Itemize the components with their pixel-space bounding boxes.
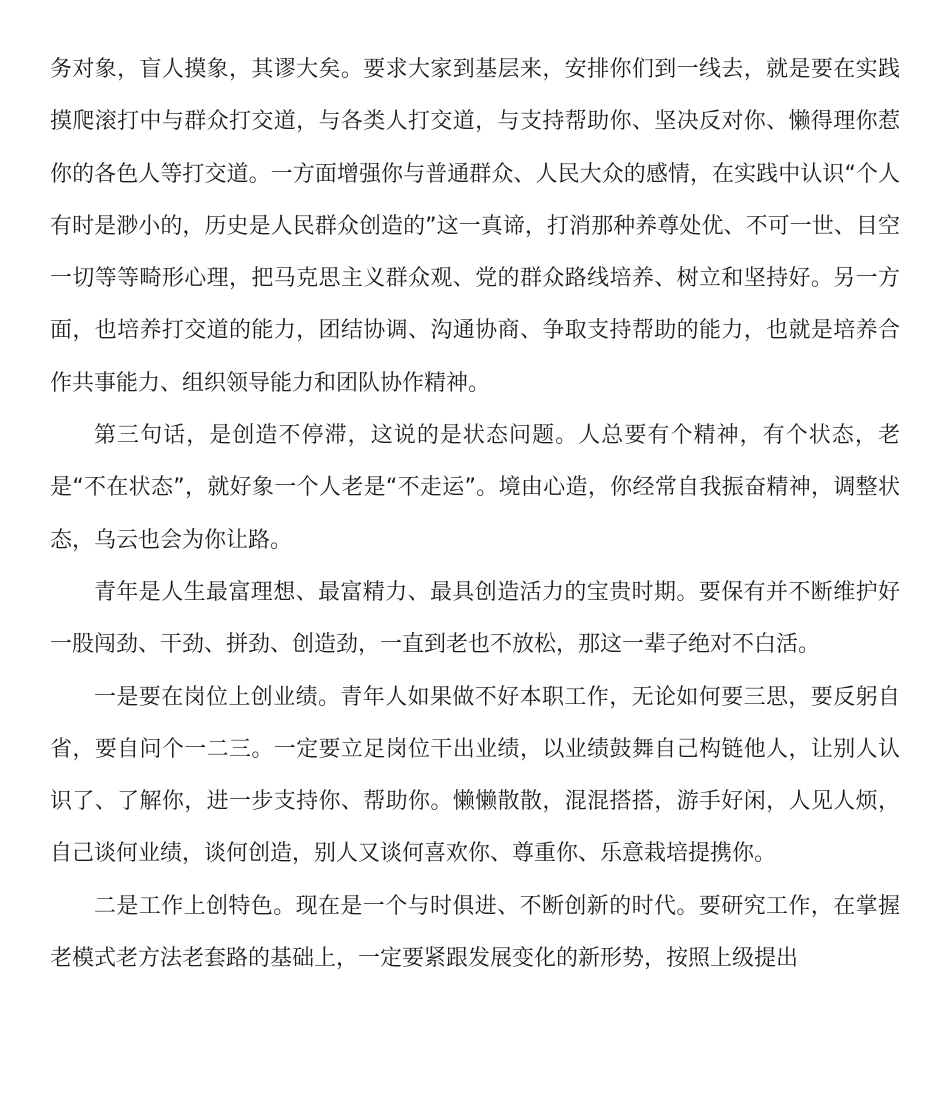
paragraph-1: 务对象，盲人摸象，其谬大矣。要求大家到基层来，安排你们到一线去，就是要在实践摸爬滚打中与群众打交道，与各类人打交道，与支持帮助你、坚决反对你、懒得理你惹你的各色人等打交道。一方面增强你与普通群众、人民大众的感情，在实践中认识“个人有时是渺小的，历史是人民群众创造的”这一真谛，打消那种养尊处优、不可一世、目空一切等等畸形心理，把马克思主义群众观、党的群众路线培养、树立和坚持好。另一方面，也培养打交道的能力，团结协调、沟通协商、争取支持帮助的能力，也就是培养合作共事能力、组织领导能力和团队协作精神。 — [50, 57, 900, 396]
paragraph-5: 二是工作上创特色。现在是一个与时俱进、不断创新的时代。要研究工作，在掌握老模式老方法老套路的基础上，一定要紧跟发展变化的新形势，按照上级提出 — [50, 893, 900, 972]
paragraph-3: 青年是人生最富理想、最富精力、最具创造活力的宝贵时期。要保有并不断维护好一股闯劲、干劲、拼劲、创造劲，一直到老也不放松，那这一辈子绝对不白活。 — [50, 579, 900, 658]
paragraph-2: 第三句话，是创造不停滞，这说的是状态问题。人总要有个精神，有个状态，老是“不在状态”，就好象一个人老是“不走运”。境由心造，你经常自我振奋精神，调整状态，乌云也会为你让路。 — [50, 423, 900, 553]
document-page — [50, 44, 900, 985]
paragraph-4: 一是要在岗位上创业绩。青年人如果做不好本职工作，无论如何要三思，要反躬自省，要自问个一二三。一定要立足岗位干出业绩，以业绩鼓舞自己构链他人，让别人认识了、了解你，进一步支持你、帮助你。懒懒散散，混混搭搭，游手好闲，人见人烦，自己谈何业绩，谈何创造，别人又谈何喜欢你、尊重你、乐意栽培提携你。 — [50, 684, 900, 867]
